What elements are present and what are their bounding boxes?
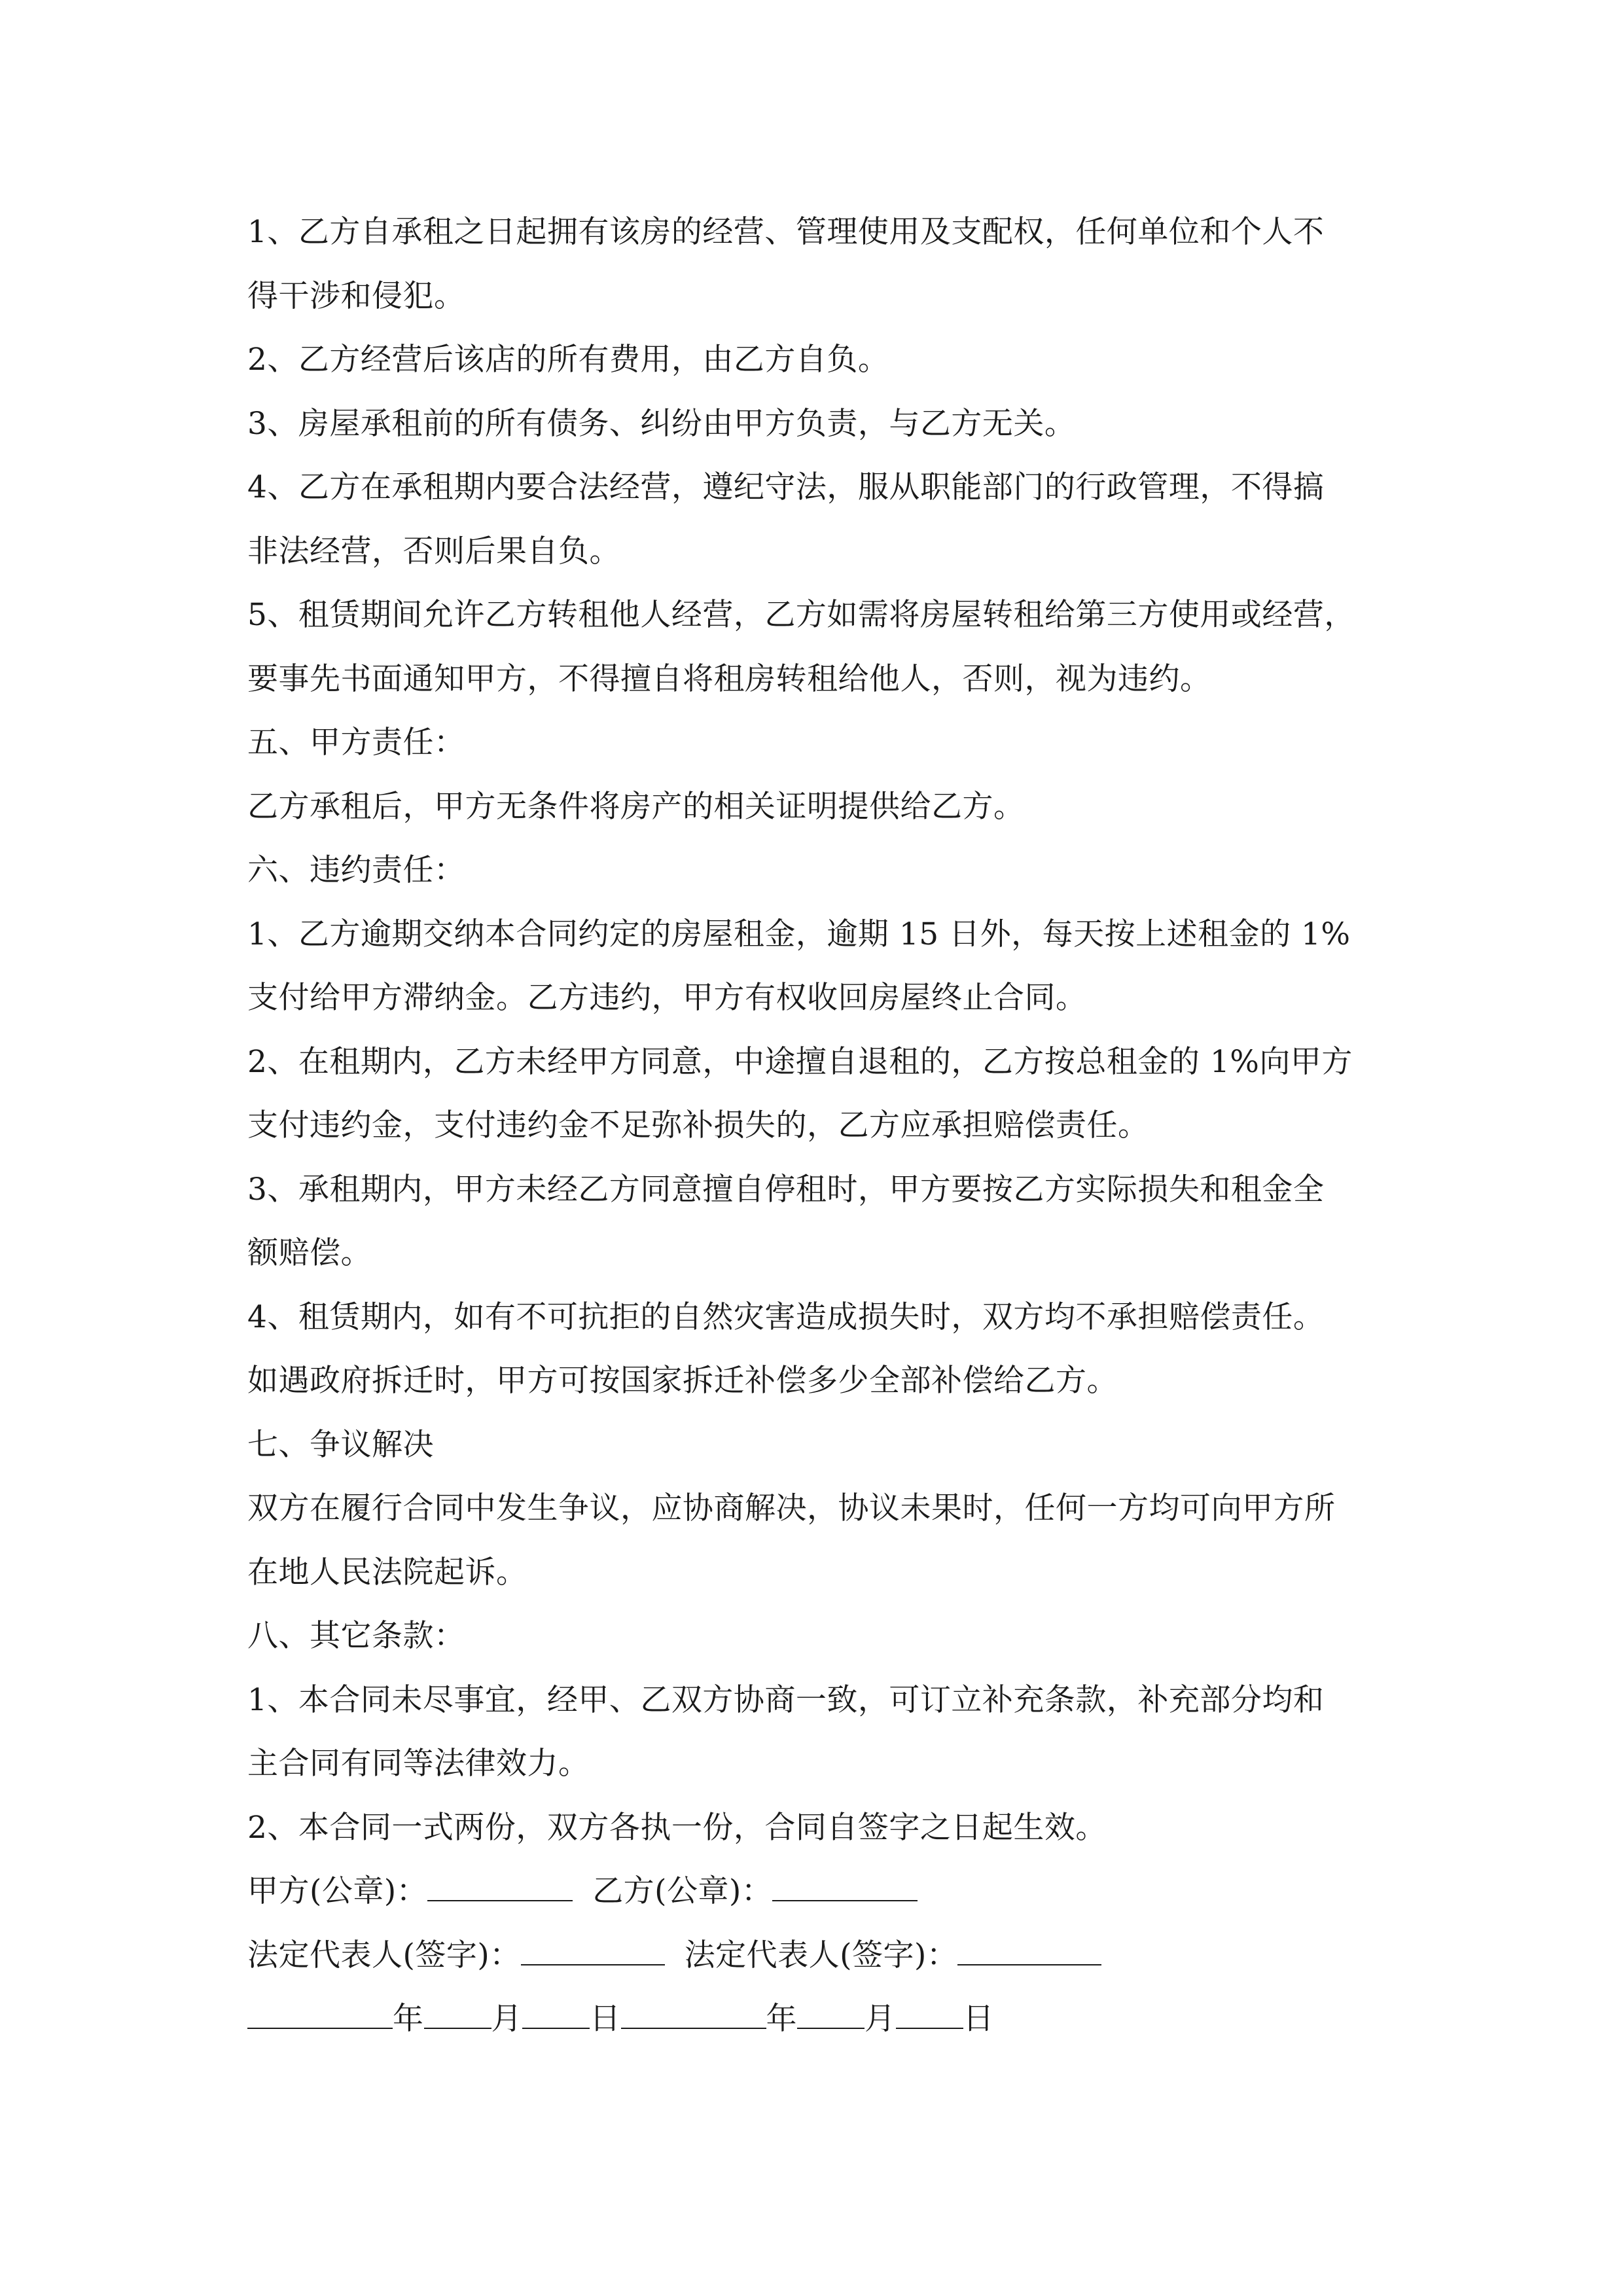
party-a-seal-label: 甲方(公章)： xyxy=(247,1873,428,1909)
month-a-blank[interactable] xyxy=(424,1988,491,2029)
text-line: 1、乙方自承租之日起拥有该房的经营、管理使用及支配权，任何单位和个人不 xyxy=(247,214,1325,250)
day-b-blank[interactable] xyxy=(896,1988,963,2029)
party-b-seal-blank[interactable] xyxy=(772,1861,918,1901)
legal-rep-b-blank[interactable] xyxy=(957,1925,1101,1965)
contract-body xyxy=(247,200,1399,2051)
legal-rep-row xyxy=(247,1924,1399,1988)
text-line: 3、承租期内，甲方未经乙方同意擅自停租时，甲方要按乙方实际损失和租金全 xyxy=(247,1171,1325,1208)
text-line: 4、乙方在承租期内要合法经营，遵纪守法，服从职能部门的行政管理，不得搞 xyxy=(247,469,1325,505)
year-label: 年 xyxy=(393,2001,424,2037)
text-line: 2、本合同一式两份，双方各执一份，合同自签字之日起生效。 xyxy=(247,1809,1107,1846)
year-b-blank[interactable] xyxy=(621,1988,766,2029)
legal-rep-a-label: 法定代表人(签字)： xyxy=(247,1937,521,1973)
text-line: 4、租赁期内，如有不可抗拒的自然灾害造成损失时，双方均不承担赔偿责任。 xyxy=(247,1299,1325,1335)
text-line: 支付违约金，支付违约金不足弥补损失的，乙方应承担赔偿责任。 xyxy=(247,1107,1149,1143)
day-label: 日 xyxy=(590,2001,621,2037)
month-b-blank[interactable] xyxy=(797,1988,865,2029)
section-heading: 六、违约责任： xyxy=(247,852,465,888)
section-heading: 八、其它条款： xyxy=(247,1618,465,1654)
text-line: 1、本合同未尽事宜，经甲、乙双方协商一致，可订立补充条款，补充部分均和 xyxy=(247,1681,1325,1718)
text-line: 双方在履行合同中发生争议，应协商解决，协议未果时，任何一方均可向甲方所 xyxy=(247,1490,1336,1526)
month-label: 月 xyxy=(491,2001,522,2037)
text-line: 5、租赁期间允许乙方转租他人经营，乙方如需将房屋转租给第三方使用或经营， xyxy=(247,597,1355,633)
text-line: 要事先书面通知甲方，不得擅自将租房转租给他人，否则，视为违约。 xyxy=(247,660,1211,697)
section-heading: 五、甲方责任： xyxy=(247,725,465,761)
text-line: 如遇政府拆迁时，甲方可按国家拆迁补偿多少全部补偿给乙方。 xyxy=(247,1363,1118,1399)
text-line: 3、房屋承租前的所有债务、纠纷由甲方负责，与乙方无关。 xyxy=(247,405,1076,442)
year-label: 年 xyxy=(766,2001,797,2037)
legal-rep-b-label: 法定代表人(签字)： xyxy=(684,1937,958,1973)
text-line: 乙方承租后，甲方无条件将房产的相关证明提供给乙方。 xyxy=(247,788,1025,825)
date-row xyxy=(247,1987,1399,2051)
text-line: 2、在租期内，乙方未经甲方同意，中途擅自退租的，乙方按总租金的 1%向甲方 xyxy=(247,1043,1353,1080)
text-line: 非法经营，否则后果自负。 xyxy=(247,533,620,569)
text-line: 主合同有同等法律效力。 xyxy=(247,1746,590,1782)
party-a-seal-blank[interactable] xyxy=(427,1861,573,1901)
day-a-blank[interactable] xyxy=(522,1988,590,2029)
text-line: 得干涉和侵犯。 xyxy=(247,278,465,314)
text-line: 支付给甲方滞纳金。乙方违约，甲方有权收回房屋终止合同。 xyxy=(247,980,1087,1016)
section-heading: 七、争议解决 xyxy=(247,1426,434,1463)
party-b-seal-label: 乙方(公章)： xyxy=(592,1873,773,1909)
text-line: 额赔偿。 xyxy=(247,1235,372,1271)
legal-rep-a-blank[interactable] xyxy=(521,1925,665,1965)
seal-row xyxy=(247,1859,1399,1924)
text-line: 1、乙方逾期交纳本合同约定的房屋租金，逾期 15 日外，每天按上述租金的 1% xyxy=(247,916,1351,952)
year-a-blank[interactable] xyxy=(247,1988,393,2029)
month-label: 月 xyxy=(865,2001,896,2037)
day-label: 日 xyxy=(963,2001,994,2037)
text-line: 2、乙方经营后该店的所有费用，由乙方自负。 xyxy=(247,342,889,378)
text-line: 在地人民法院起诉。 xyxy=(247,1554,527,1590)
